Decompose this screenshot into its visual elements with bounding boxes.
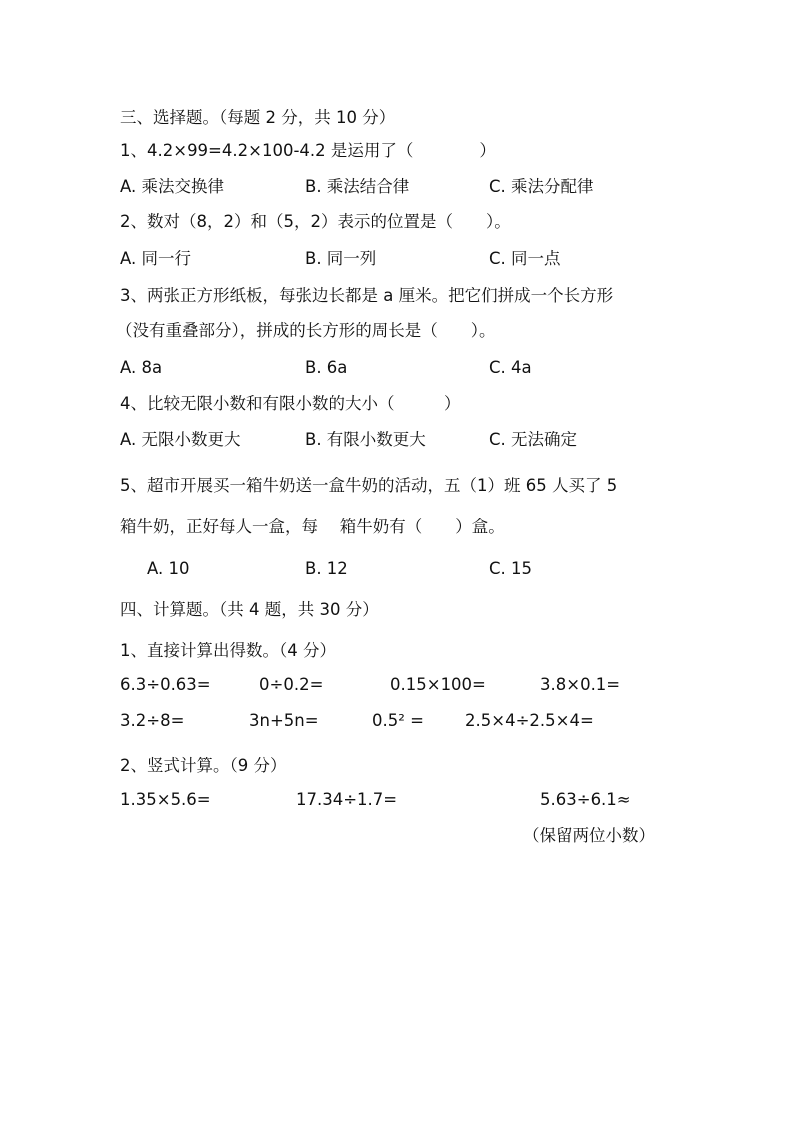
question-3-option-b: B. 6a (305, 358, 348, 377)
question-1-option-c: C. 乘法分配律 (489, 177, 594, 196)
section-4-heading: 四、计算题。（共 4 题，共 30 分） (120, 600, 379, 619)
question-5-stem-line2: 箱牛奶，正好每人一盒，每 箱牛奶有（ ）盒。 (120, 517, 505, 536)
section-3-heading: 三、选择题。（每题 2 分，共 10 分） (120, 108, 396, 127)
question-1-option-a: A. 乘法交换律 (120, 177, 224, 196)
question-3-stem-line1: 3、两张正方形纸板，每张边长都是 a 厘米。把它们拼成一个长方形 (120, 286, 614, 305)
mental-calc-3: 0.15×100= (390, 675, 486, 694)
mental-calc-1: 6.3÷0.63= (120, 675, 211, 694)
question-2-option-a: A. 同一行 (120, 249, 191, 268)
question-2-stem: 2、数对（8，2）和（5，2）表示的位置是（ ）。 (120, 212, 511, 231)
column-calc-3: 5.63÷6.1≈ (540, 790, 631, 809)
question-5-option-c: C. 15 (489, 559, 533, 578)
question-2-option-b: B. 同一列 (305, 249, 377, 268)
question-4-option-b: B. 有限小数更大 (305, 430, 426, 449)
question-3-option-a: A. 8a (120, 358, 163, 377)
mental-calc-7: 0.5² = (372, 711, 424, 730)
question-4-option-a: A. 无限小数更大 (120, 430, 241, 449)
question-4-stem: 4、比较无限小数和有限小数的大小（ ） (120, 394, 461, 413)
question-3-stem-line2: （没有重叠部分），拼成的长方形的周长是（ ）。 (116, 321, 496, 340)
question-5-option-b: B. 12 (305, 559, 348, 578)
question-3-option-c: C. 4a (489, 358, 532, 377)
question-1-option-b: B. 乘法结合律 (305, 177, 410, 196)
mental-calc-5: 3.2÷8= (120, 711, 185, 730)
mental-calc-2: 0÷0.2= (259, 675, 324, 694)
column-calc-2: 17.34÷1.7= (296, 790, 398, 809)
column-calc-1: 1.35×5.6= (120, 790, 211, 809)
question-5-stem-line1: 5、超市开展买一箱牛奶送一盒牛奶的活动，五（1）班 65 人买了 5 (120, 476, 618, 495)
problem-2-title: 2、竖式计算。（9 分） (120, 756, 287, 775)
question-4-option-c: C. 无法确定 (489, 430, 578, 449)
question-1-stem: 1、4.2×99=4.2×100-4.2 是运用了（ ） (120, 141, 496, 160)
rounding-note: （保留两位小数） (523, 826, 655, 845)
mental-calc-8: 2.5×4÷2.5×4= (465, 711, 594, 730)
question-5-option-a: A. 10 (147, 559, 190, 578)
question-2-option-c: C. 同一点 (489, 249, 561, 268)
problem-1-title: 1、直接计算出得数。（4 分） (120, 641, 336, 660)
mental-calc-6: 3n+5n= (249, 711, 319, 730)
mental-calc-4: 3.8×0.1= (540, 675, 621, 694)
